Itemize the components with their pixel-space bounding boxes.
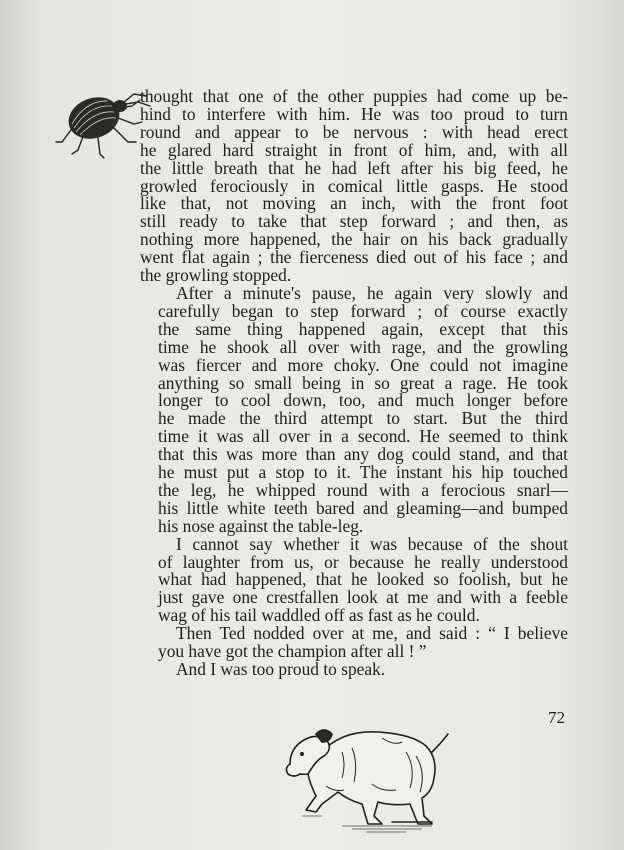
text-line: was fiercer and more choky. One could not imagine — [158, 354, 568, 375]
paragraph — [140, 625, 568, 661]
text-line: time he shook all over with rage, and the growling — [158, 336, 568, 357]
text-line: After a minute's pause, he again very slowly and — [176, 282, 568, 303]
text-line: still ready to take that step forward ; and then, as — [140, 211, 568, 232]
paragraph — [140, 88, 568, 285]
text-line: time it was all over in a second. He seemed to think — [158, 426, 568, 447]
text-line: wag of his tail waddled off as fast as he could. — [158, 605, 480, 626]
paragraph — [140, 661, 568, 679]
text-line: the growling stopped. — [140, 265, 292, 286]
text-line: anything so small being in so great a rage. He took — [158, 372, 568, 393]
beetle-illustration — [54, 84, 152, 160]
text-line: longer to cool down, too, and much longer before — [158, 390, 568, 411]
text-line: I cannot say whether it was because of the shout — [176, 533, 568, 554]
text-line: round and appear to be nervous : with head erect — [140, 121, 568, 142]
text-line: he must put a stop to it. The instant his hip touched — [158, 462, 568, 483]
text-line: his little white teeth bared and gleaming—and bumped — [158, 497, 568, 518]
paragraph — [140, 533, 568, 626]
puppy-illustration — [282, 712, 452, 834]
text-line: like that, not moving an inch, with the front foot — [140, 193, 568, 214]
text-line: his nose against the table-leg. — [158, 515, 364, 536]
paragraph — [140, 282, 568, 536]
text-line: Then Ted nodded over at me, and said : “ I believe — [176, 623, 568, 644]
text-line: the same thing happened again, except that this — [158, 318, 568, 339]
text-line: just gave one crestfallen look at me and with a feeble — [158, 587, 568, 608]
text-line: went flat again ; the fierceness died out of his face ; and — [140, 247, 568, 268]
text-line: what had happened, that he looked so foolish, but he — [158, 569, 568, 590]
text-line: carefully began to step forward ; of course exactly — [158, 300, 568, 321]
text-line: of laughter from us, or because he really understood — [158, 551, 568, 572]
text-line: And I was too proud to speak. — [176, 659, 386, 679]
text-line: the leg, he whipped round with a ferocious snarl— — [158, 479, 568, 500]
text-line: nothing more happened, the hair on his back gradually — [140, 229, 568, 250]
text-line: hind to interfere with him. He was too proud to turn — [140, 103, 568, 124]
text-line: you have got the champion after all ! ” — [158, 641, 427, 662]
text-line: growled ferociously in comical little gasps. He stood — [140, 175, 568, 196]
text-line: he glared hard straight in front of him, and, with all — [140, 139, 568, 160]
page-number: 72 — [548, 708, 565, 727]
text-line: the little breath that he had left after his big feed, he — [140, 157, 568, 178]
text-line: he made the third attempt to start. But the third — [158, 408, 568, 429]
text-line: thought that one of the other puppies had come up be- — [140, 86, 568, 106]
text-line: that this was more than any dog could stand, and that — [158, 444, 568, 465]
body-text — [140, 88, 568, 679]
